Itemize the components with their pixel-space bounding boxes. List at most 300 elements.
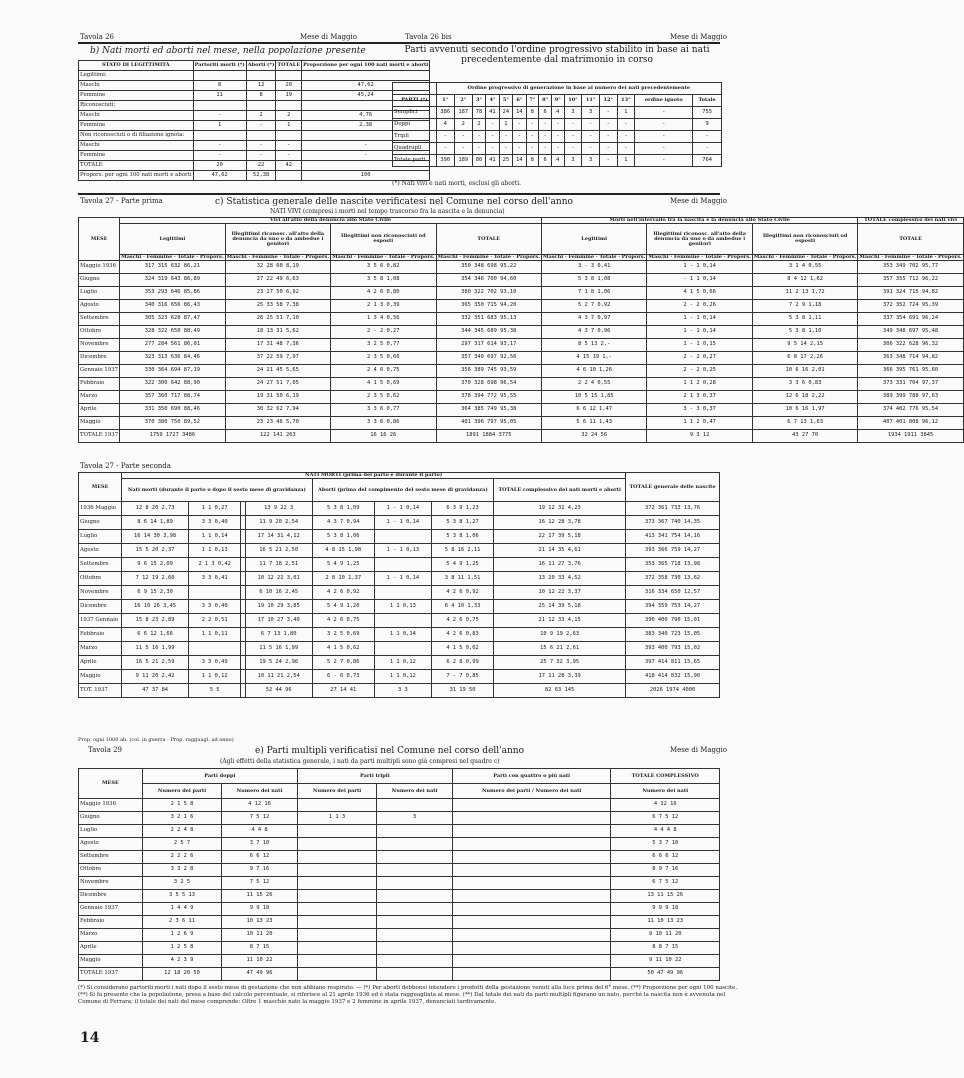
- row-label: Aprile: [79, 942, 143, 955]
- data-cell: 1 1 3: [297, 812, 376, 825]
- data-cell: 14: [513, 107, 526, 119]
- group-header: TOTALE COMPLESSIVO: [611, 769, 720, 784]
- mese-header: MESE: [79, 769, 143, 799]
- data-cell: -: [564, 119, 582, 131]
- row-label: 1936 Maggio: [79, 502, 122, 516]
- table-row: [79, 378, 964, 391]
- data-cell: 370 380 750 89,52: [120, 417, 225, 430]
- data-cell: 13 11 15 26: [611, 890, 720, 903]
- data-cell: 18 13 31 5,62: [225, 326, 330, 339]
- data-cell: [452, 955, 611, 968]
- table-row: [393, 131, 722, 143]
- data-cell: 6 7 13 1,63: [752, 417, 857, 430]
- data-cell: 16 10 26 3,45: [122, 600, 189, 614]
- data-cell: 8 8 7 15: [611, 942, 720, 955]
- data-cell: 10 13 23: [222, 916, 298, 929]
- data-cell: -: [486, 119, 499, 131]
- data-cell: [297, 799, 376, 812]
- data-cell: 363 348 714 94,82: [858, 352, 963, 365]
- table-row: [79, 71, 430, 81]
- column-header: 13°: [617, 95, 635, 107]
- data-cell: 25: [499, 155, 512, 167]
- data-cell: -: [551, 119, 564, 131]
- data-cell: 1 - 1 0,14: [647, 326, 752, 339]
- data-cell: -: [617, 131, 635, 143]
- data-cell: 5 8 16 2,11: [431, 544, 493, 558]
- data-cell: [276, 101, 302, 111]
- data-cell: [377, 864, 453, 877]
- data-cell: 4 12 16: [611, 799, 720, 812]
- data-cell: 11 5 16 1,99: [245, 642, 312, 656]
- data-cell: 349 348 697 95,48: [858, 326, 963, 339]
- data-cell: 5 3 8 1,08: [541, 274, 646, 287]
- t26-table: [78, 60, 430, 181]
- data-cell: 1 - 1 0,14: [374, 572, 431, 586]
- data-cell: 19 12 31 4,23: [494, 502, 626, 516]
- data-cell: -: [193, 111, 246, 121]
- data-cell: -: [436, 131, 454, 143]
- column-header: 9°: [551, 95, 564, 107]
- data-cell: 8 4 12 1,62: [752, 274, 857, 287]
- data-cell: 13 20 33 4,52: [494, 572, 626, 586]
- data-cell: 25 7 32 3,95: [494, 656, 626, 670]
- t29-right-header: Mese di Maggio: [670, 746, 727, 754]
- data-cell: [452, 903, 611, 916]
- data-cell: 11 10 22: [222, 955, 298, 968]
- data-cell: -: [454, 143, 472, 155]
- data-cell: 20: [193, 161, 246, 171]
- data-cell: -: [599, 143, 617, 155]
- data-cell: 317 315 632 86,21: [120, 261, 225, 274]
- t27b-left-header: Tavola 27 - Parte seconda: [80, 462, 171, 470]
- column-header: 3°: [472, 95, 485, 107]
- data-cell: 10 11 20: [222, 929, 298, 942]
- table-row: [79, 121, 430, 131]
- data-cell: 2: [246, 111, 276, 121]
- data-cell: -: [582, 131, 600, 143]
- data-cell: 9: [693, 119, 722, 131]
- data-cell: 383 340 723 15,05: [626, 628, 720, 642]
- data-cell: 1 - 1 0,14: [374, 502, 431, 516]
- data-cell: 1 4 4 9: [142, 903, 221, 916]
- column-header: 7°: [526, 95, 539, 107]
- data-cell: 5 4 9 1,20: [312, 600, 374, 614]
- data-cell: [297, 838, 376, 851]
- data-cell: 11 15 26: [222, 890, 298, 903]
- data-cell: 755: [693, 107, 722, 119]
- sub-header: Numero dei nati: [377, 784, 453, 799]
- data-cell: 24 27 51 7,05: [225, 378, 330, 391]
- data-cell: -: [454, 131, 472, 143]
- column-header: Maschi · Femmine · Totale · Propors.: [121, 254, 224, 260]
- row-label: Maschi: [79, 111, 194, 121]
- footnote: (*) Si considerano partoriti morti i nati dopo il sesto mese di gestazione che non abbiano respirato. — (*) Per aborti debbonsi intendere i prodotti della gestazione venuti alla luce prima del 6° mese. (**) Proporzione per ogni 100 nascite. (**) Si fa presente che la popolazione, presa a base del calcolo percentuale, si riferisce al 21 aprile 1936 ed è stata ragguagliata al mese. (**) Dal totale dei nati da parti multipli figurano un nato, perché la nascita non è avvenuta nel Comune di Ferrara; il totale dei nati del mese comprende: Oltre 1 maschio nato la maggio 1937 e 2 femmine in aprile 1937, denunciati tardivamente.: [78, 985, 738, 1005]
- data-cell: [193, 71, 246, 81]
- data-cell: 390 400 790 15,01: [626, 614, 720, 628]
- data-cell: -: [246, 141, 276, 151]
- t27a-title: c) Statistica generale delle nascite verificatesi nel Comune nel corso dell'anno: [215, 197, 573, 207]
- t27a-table: [78, 217, 964, 443]
- data-cell: 332 351 683 95,13: [436, 313, 541, 326]
- data-cell: [452, 851, 611, 864]
- row-label: Settembre: [79, 313, 120, 326]
- data-cell: -: [551, 143, 564, 155]
- table-row: [79, 131, 430, 141]
- data-cell: 3 7 10: [222, 838, 298, 851]
- data-cell: -: [513, 143, 526, 155]
- data-cell: 4 1 5 0,62: [431, 642, 493, 656]
- t29-title: e) Parti multipli verificatisi nel Comune nel corso dell'anno: [255, 746, 525, 756]
- data-cell: 2 3 5 0,62: [331, 391, 436, 404]
- data-cell: 52,38: [246, 171, 276, 181]
- data-cell: [377, 890, 453, 903]
- table-row: [79, 151, 430, 161]
- data-cell: 6 3 9 1,23: [431, 502, 493, 516]
- data-cell: [193, 131, 246, 141]
- row-label: Giugno: [79, 274, 120, 287]
- data-cell: 1934 1911 3845: [858, 430, 963, 443]
- data-cell: 6 - 6 0,73: [312, 670, 374, 684]
- data-cell: -: [635, 143, 693, 155]
- sub-header: Aborti (prima del compimento del sesto mese di gravidanza): [312, 479, 494, 502]
- data-cell: 4 3 7 0,97: [541, 313, 646, 326]
- data-cell: 7 2 9 1,18: [752, 300, 857, 313]
- data-cell: 4 2 6 0,83: [431, 628, 493, 642]
- sub-header: Numero dei nati: [611, 784, 720, 799]
- data-cell: -: [539, 131, 552, 143]
- sub-header: Numero dei nati: [222, 784, 298, 799]
- table-row: [79, 890, 720, 903]
- data-cell: - 1 1 0,14: [647, 274, 752, 287]
- data-cell: 337 354 691 96,24: [858, 313, 963, 326]
- column-header: 12°: [599, 95, 617, 107]
- row-label: Novembre: [79, 339, 120, 352]
- data-cell: 24: [499, 107, 512, 119]
- table-row: [79, 656, 720, 670]
- row-label: Aprile: [79, 656, 122, 670]
- group-header: TOTALE complessivo dei nati vivi: [858, 218, 963, 224]
- column-header: Maschi · Femmine · Totale · Propors.: [648, 254, 751, 260]
- t26b-title: Parti avvenuti secondo l'ordine progressivo stabilito in base ai nati precedentemente dal matrimonio in corso: [404, 45, 710, 65]
- data-cell: 4 2 6 0,80: [331, 287, 436, 300]
- data-cell: 372 361 733 13,76: [626, 502, 720, 516]
- total-label: TOTALE 1937: [79, 968, 143, 981]
- data-cell: 47,62: [193, 171, 246, 181]
- data-cell: 3 2 1 6: [142, 812, 221, 825]
- data-cell: 6 8 17 2,26: [752, 352, 857, 365]
- table-row: [79, 544, 720, 558]
- row-label: Quadrupli: [393, 143, 437, 155]
- t27b-table: [78, 472, 720, 698]
- data-cell: 3 3: [374, 684, 431, 698]
- header-row: [79, 784, 720, 799]
- data-cell: 4 4 8: [222, 825, 298, 838]
- row-label: Ottobre: [79, 864, 143, 877]
- data-cell: 323 313 636 84,46: [120, 352, 225, 365]
- data-cell: 50 47 49 96: [611, 968, 720, 981]
- data-cell: 2: [472, 119, 485, 131]
- data-cell: 2 2 0,51: [188, 614, 240, 628]
- table-row: [79, 916, 720, 929]
- data-cell: -: [539, 143, 552, 155]
- data-cell: 4 2 6 0,75: [312, 614, 374, 628]
- table-row: [79, 352, 964, 365]
- data-cell: 374 402 776 95,54: [858, 404, 963, 417]
- data-cell: 357 360 717 88,74: [120, 391, 225, 404]
- data-cell: 7 12 19 2,60: [122, 572, 189, 586]
- data-cell: -: [499, 131, 512, 143]
- header-row: [79, 255, 964, 261]
- sub-header: Nati morti (durante il parto o dopo il sesto mese di gravidanza): [122, 479, 312, 502]
- row-label: Agosto: [79, 544, 122, 558]
- data-cell: 27 22 49 6,63: [225, 274, 330, 287]
- header-row: [79, 479, 720, 502]
- data-cell: 11 5 16 1,99: [122, 642, 189, 656]
- data-cell: 4 2 6 0,92: [431, 586, 493, 600]
- data-cell: [374, 530, 431, 544]
- data-cell: 4 1 5 0,69: [331, 378, 436, 391]
- row-label: Giugno: [79, 516, 122, 530]
- data-cell: 373 367 740 14,35: [626, 516, 720, 530]
- data-cell: [188, 642, 240, 656]
- data-cell: [297, 916, 376, 929]
- column-header: 6°: [513, 95, 526, 107]
- data-cell: -: [599, 155, 617, 167]
- data-cell: 9 3 12: [647, 430, 752, 443]
- data-cell: [246, 71, 276, 81]
- data-cell: 6 6 12: [222, 851, 298, 864]
- data-cell: 20: [276, 81, 302, 91]
- data-cell: 31 19 50: [431, 684, 493, 698]
- data-cell: 1 1 0,12: [374, 670, 431, 684]
- data-cell: 23 23 46 5,70: [225, 417, 330, 430]
- data-cell: [297, 864, 376, 877]
- data-cell: 19 31 50 6,19: [225, 391, 330, 404]
- data-cell: 16 16 26: [331, 430, 436, 443]
- data-cell: 3 1 4 0,55: [752, 261, 857, 274]
- data-cell: 82 63 145: [494, 684, 626, 698]
- data-cell: 407 401 808 96,12: [858, 417, 963, 430]
- data-cell: 2: [454, 119, 472, 131]
- data-cell: [377, 799, 453, 812]
- data-cell: -: [276, 151, 302, 161]
- data-cell: [377, 877, 453, 890]
- header-row: [79, 769, 720, 784]
- data-cell: 19 10 29 3,85: [245, 600, 312, 614]
- sub-header: Legittimi: [541, 224, 646, 255]
- data-cell: 26 25 51 7,10: [225, 313, 330, 326]
- data-cell: 4 3 7 0,96: [541, 326, 646, 339]
- data-cell: 3 5 8 1,08: [331, 274, 436, 287]
- data-cell: 4 15 19 1,-: [541, 352, 646, 365]
- data-cell: 1 3 4 0,56: [331, 313, 436, 326]
- data-cell: 393 400 793 15,02: [626, 642, 720, 656]
- data-cell: [377, 929, 453, 942]
- data-cell: 6 9 15 2,30: [122, 586, 189, 600]
- header-tavola-26-bis: Tavola 26 bis: [405, 33, 452, 41]
- data-cell: 366 395 761 95,60: [858, 365, 963, 378]
- table-row: [79, 929, 720, 942]
- data-cell: [374, 614, 431, 628]
- t26-title: b) Nati morti ed aborti nel mese, nella popolazione presente: [90, 46, 366, 56]
- data-cell: 1: [617, 107, 635, 119]
- data-cell: 7 5 12: [222, 877, 298, 890]
- data-cell: -: [302, 151, 430, 161]
- data-cell: 5 3 8 1,06: [431, 530, 493, 544]
- data-cell: 5 3 8 1,11: [752, 313, 857, 326]
- table-row: [79, 171, 430, 181]
- data-cell: -: [693, 143, 722, 155]
- data-cell: 397 414 811 15,65: [626, 656, 720, 670]
- row-label: Maschi: [79, 141, 194, 151]
- row-label: Dicembre: [79, 600, 122, 614]
- t26b-note: (*) Nati vivi e nati morti, esclusi gli aborti.: [392, 180, 522, 187]
- sub-header: Numero dei parti: [142, 784, 221, 799]
- column-header: ordine ignoto: [635, 95, 693, 107]
- data-cell: [452, 812, 611, 825]
- data-cell: 1 1 2 0,47: [647, 417, 752, 430]
- data-cell: [297, 903, 376, 916]
- data-cell: 11 10 13 23: [611, 916, 720, 929]
- data-cell: 7 1 8 1,06: [541, 287, 646, 300]
- data-cell: 3 3 0,49: [188, 656, 240, 670]
- data-cell: 42: [276, 161, 302, 171]
- data-cell: 3 2 5 0,77: [331, 339, 436, 352]
- table-row: [393, 143, 722, 155]
- header-row: [79, 224, 964, 255]
- data-cell: 2 1 3 0,39: [331, 300, 436, 313]
- table-row: [393, 107, 722, 119]
- data-cell: 2 2 2 6: [142, 851, 221, 864]
- data-cell: 37 22 59 7,97: [225, 352, 330, 365]
- data-cell: [188, 586, 240, 600]
- row-label: Maschi: [79, 81, 194, 91]
- table-row: [79, 614, 720, 628]
- data-cell: 15 8 23 2,89: [122, 614, 189, 628]
- data-cell: 353 293 646 85,86: [120, 287, 225, 300]
- t29-subtitle: (Agli effetti della statistica generale, i nati da parti multipli sono già compresi nel quadro c): [220, 758, 500, 765]
- data-cell: 4 8 15 1,98: [312, 544, 374, 558]
- data-cell: 10 5 15 1,85: [541, 391, 646, 404]
- data-cell: 8: [193, 81, 246, 91]
- data-cell: 4 1 5 0,66: [647, 287, 752, 300]
- data-cell: 11: [193, 91, 246, 101]
- sub-header: TOTALE: [858, 224, 963, 255]
- data-cell: 8: [246, 91, 276, 101]
- column-header: 10°: [564, 95, 582, 107]
- data-cell: 9 7 16: [222, 864, 298, 877]
- data-cell: -: [564, 131, 582, 143]
- data-cell: 47 37 84: [122, 684, 189, 698]
- data-cell: 3 2 5 0,69: [312, 628, 374, 642]
- data-cell: 6 2 8 0,99: [431, 656, 493, 670]
- data-cell: 357 355 712 96,22: [858, 274, 963, 287]
- data-cell: 6: [539, 107, 552, 119]
- row-label: Gennaio 1937: [79, 365, 120, 378]
- column-header: Maschi · Femmine · Totale · Propors.: [542, 254, 646, 260]
- row-label: Legittimi:: [79, 71, 194, 81]
- row-group-header: PARTI (*): [393, 95, 437, 107]
- data-cell: 15 6 21 2,61: [494, 642, 626, 656]
- data-cell: -: [513, 119, 526, 131]
- data-cell: 1: [193, 121, 246, 131]
- table-row: [79, 91, 430, 101]
- top-rule: [78, 42, 720, 44]
- data-cell: -: [539, 119, 552, 131]
- total-label: TOTALE 1937: [79, 430, 120, 443]
- table-row: [79, 799, 720, 812]
- data-cell: 1: [499, 119, 512, 131]
- data-cell: 5 3 8 1,27: [431, 516, 493, 530]
- data-cell: 5 5: [188, 684, 240, 698]
- data-cell: 5 4 9 1,25: [312, 558, 374, 572]
- data-cell: 2 4 6 0,75: [331, 365, 436, 378]
- data-cell: 354 346 700 94,60: [436, 274, 541, 287]
- data-cell: 373 331 704 97,37: [858, 378, 963, 391]
- data-cell: 80: [472, 155, 485, 167]
- data-cell: 41: [486, 155, 499, 167]
- data-cell: 8 5 13 2,-: [541, 339, 646, 352]
- data-cell: 5 3 8 1,10: [752, 326, 857, 339]
- data-cell: [374, 558, 431, 572]
- data-cell: 3 8 11 1,51: [431, 572, 493, 586]
- data-cell: 41: [486, 107, 499, 119]
- data-cell: 6 6 12 1,66: [122, 628, 189, 642]
- data-cell: 4 2 6 0,92: [312, 586, 374, 600]
- row-label: Totale parti: [393, 155, 437, 167]
- data-cell: 3 5 5 13: [142, 890, 221, 903]
- data-cell: [452, 799, 611, 812]
- column-header: Partoriti morti (*): [193, 61, 246, 71]
- data-cell: 356 389 745 93,59: [436, 365, 541, 378]
- corner-cell: [393, 83, 437, 95]
- column-header: TOTALE: [276, 61, 302, 71]
- table-row: [79, 300, 964, 313]
- column-header: 8°: [539, 95, 552, 107]
- table-row: [79, 903, 720, 916]
- data-cell: 15 5 20 2,37: [122, 544, 189, 558]
- data-cell: [297, 929, 376, 942]
- row-label: Agosto: [79, 838, 143, 851]
- data-cell: 17 14 31 4,12: [245, 530, 312, 544]
- column-header: Maschi · Femmine · Totale · Propors.: [437, 254, 540, 260]
- data-cell: 7 - 7 0,85: [431, 670, 493, 684]
- data-cell: 378 394 772 95,55: [436, 391, 541, 404]
- header-row: [393, 95, 722, 107]
- data-cell: -: [599, 119, 617, 131]
- data-cell: -: [582, 119, 600, 131]
- data-cell: 17 10 27 3,40: [245, 614, 312, 628]
- column-header: 1°: [436, 95, 454, 107]
- data-cell: 2 1 5 8: [142, 799, 221, 812]
- row-label: Agosto: [79, 300, 120, 313]
- row-label: Febbraio: [79, 916, 143, 929]
- data-cell: 3: [564, 155, 582, 167]
- data-cell: 9 10 11 20: [611, 929, 720, 942]
- row-label: Maggio: [79, 670, 122, 684]
- data-cell: 23 27 50 6,92: [225, 287, 330, 300]
- group-header: NATI MORTI (prima del parto e durante il parto): [122, 473, 626, 479]
- row-label: Tripli: [393, 131, 437, 143]
- row-label: 1937 Gennaio: [79, 614, 122, 628]
- row-label: Luglio: [79, 530, 122, 544]
- data-cell: 11 7 18 2,51: [245, 558, 312, 572]
- row-label: Maggio: [79, 417, 120, 430]
- sub-header: Illegittimi riconosc. all'atto della denuncia da uno o da ambedue i genitori: [225, 224, 330, 255]
- t27a-left-header: Tavola 27 - Parte prima: [80, 197, 163, 205]
- data-cell: 3 2 5: [142, 877, 221, 890]
- table-row: [79, 600, 720, 614]
